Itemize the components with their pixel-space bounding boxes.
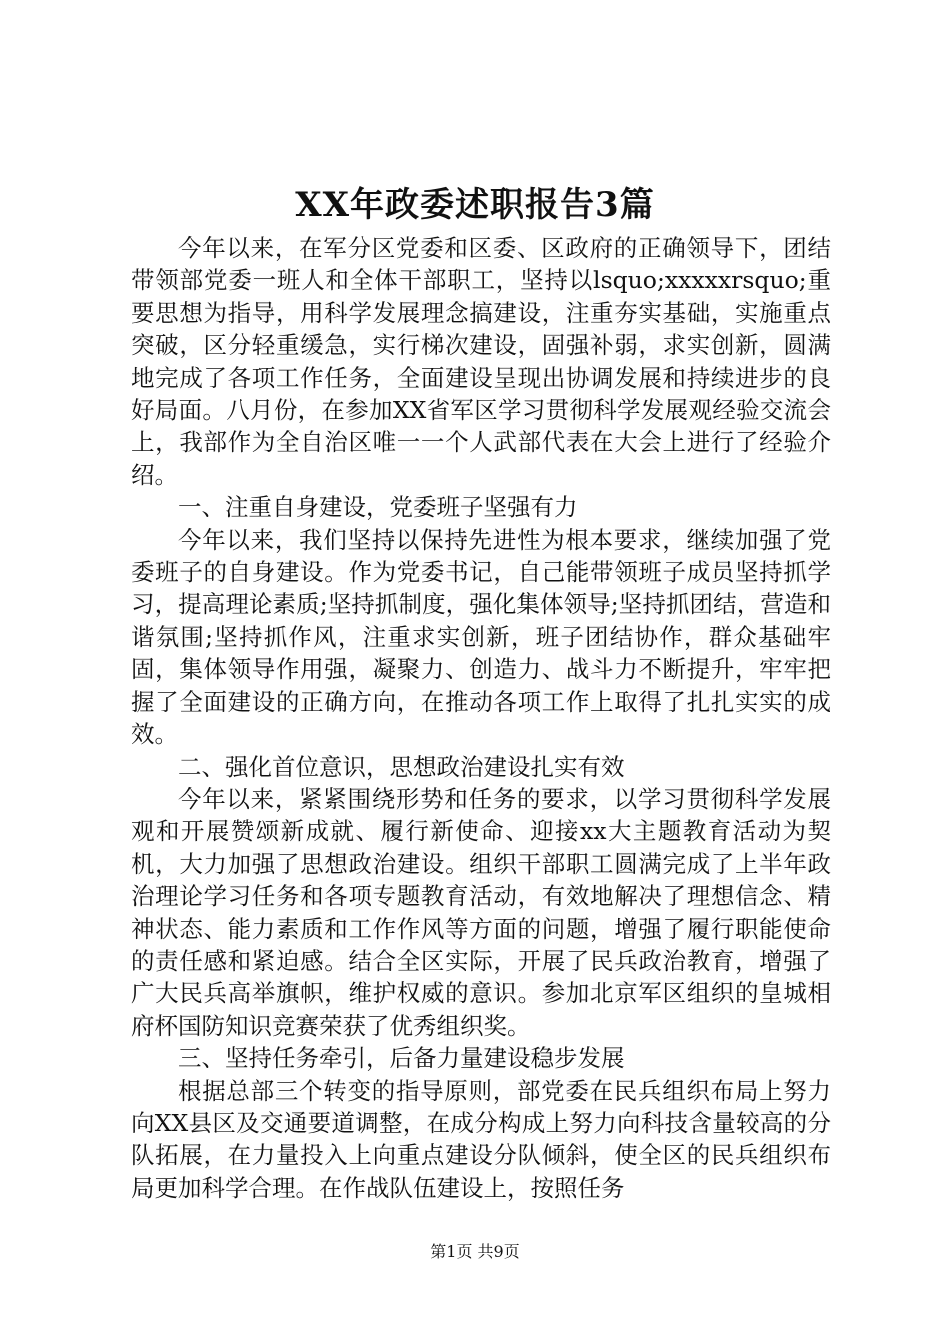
paragraph-section-3: 根据总部三个转变的指导原则，部党委在民兵组织布局上努力向XX县区及交通要道调整，在成分构成上努力向科技含量较高的分队拓展，在力量投入上向重点建设分队倾斜，使全区的民兵组织布局更加科学合理。在作战队伍建设上，按照任务 <box>131 1076 831 1202</box>
document-title: XX年政委述职报告3篇 <box>295 185 655 225</box>
paragraph-section-1: 今年以来，我们坚持以保持先进性为根本要求，继续加强了党委班子的自身建设。作为党委书记，自己能带领班子成员坚持抓学习，提高理论素质;坚持抓制度，强化集体领导;坚持抓团结，营造和谐氛围;坚持抓作风，注重求实创新，班子团结协作，群众基础牢固，集体领导作用强，凝聚力、创造力、战斗力不断提升，牢牢把握了全面建设的正确方向，在推动各项工作上取得了扎扎实实的成效。 <box>131 525 831 749</box>
section-heading-3: 三、坚持任务牵引，后备力量建设稳步发展 <box>178 1044 625 1073</box>
paragraph-intro: 今年以来，在军分区党委和区委、区政府的正确领导下，团结带领部党委一班人和全体干部职工，坚持以lsquo;xxxxxrsquo;重要思想为指导，用科学发展理念搞建设，注重夯实基础，实施重点突破，区分轻重缓急，实行梯次建设，固强补弱，求实创新，圆满地完成了各项工作任务，全面建设呈现出协调发展和持续进步的良好局面。八月份，在参加XX省军区学习贯彻科学发展观经验交流会上，我部作为全自治区唯一一个人武部代表在大会上进行了经验介绍。 <box>131 234 831 489</box>
section-heading-2: 二、强化首位意识，思想政治建设扎实有效 <box>178 752 625 781</box>
section-heading-1: 一、注重自身建设，党委班子坚强有力 <box>178 493 578 522</box>
paragraph-section-2: 今年以来，紧紧围绕形势和任务的要求，以学习贯彻科学发展观和开展赞颂新成就、履行新使命、迎接xx大主题教育活动为契机，大力加强了思想政治建设。组织干部职工圆满完成了上半年政治理论学习任务和各项专题教育活动，有效地解决了理想信念、精神状态、能力素质和工作作风等方面的问题，增强了履行职能使命的责任感和紧迫感。结合全区实际，开展了民兵政治教育，增强了广大民兵高举旗帜，维护权威的意识。参加北京军区组织的皇城相府杯国防知识竞赛荣获了优秀组织奖。 <box>131 784 831 1040</box>
document-body <box>131 232 831 1204</box>
page-footer: 第1页 共9页 <box>430 1242 520 1261</box>
